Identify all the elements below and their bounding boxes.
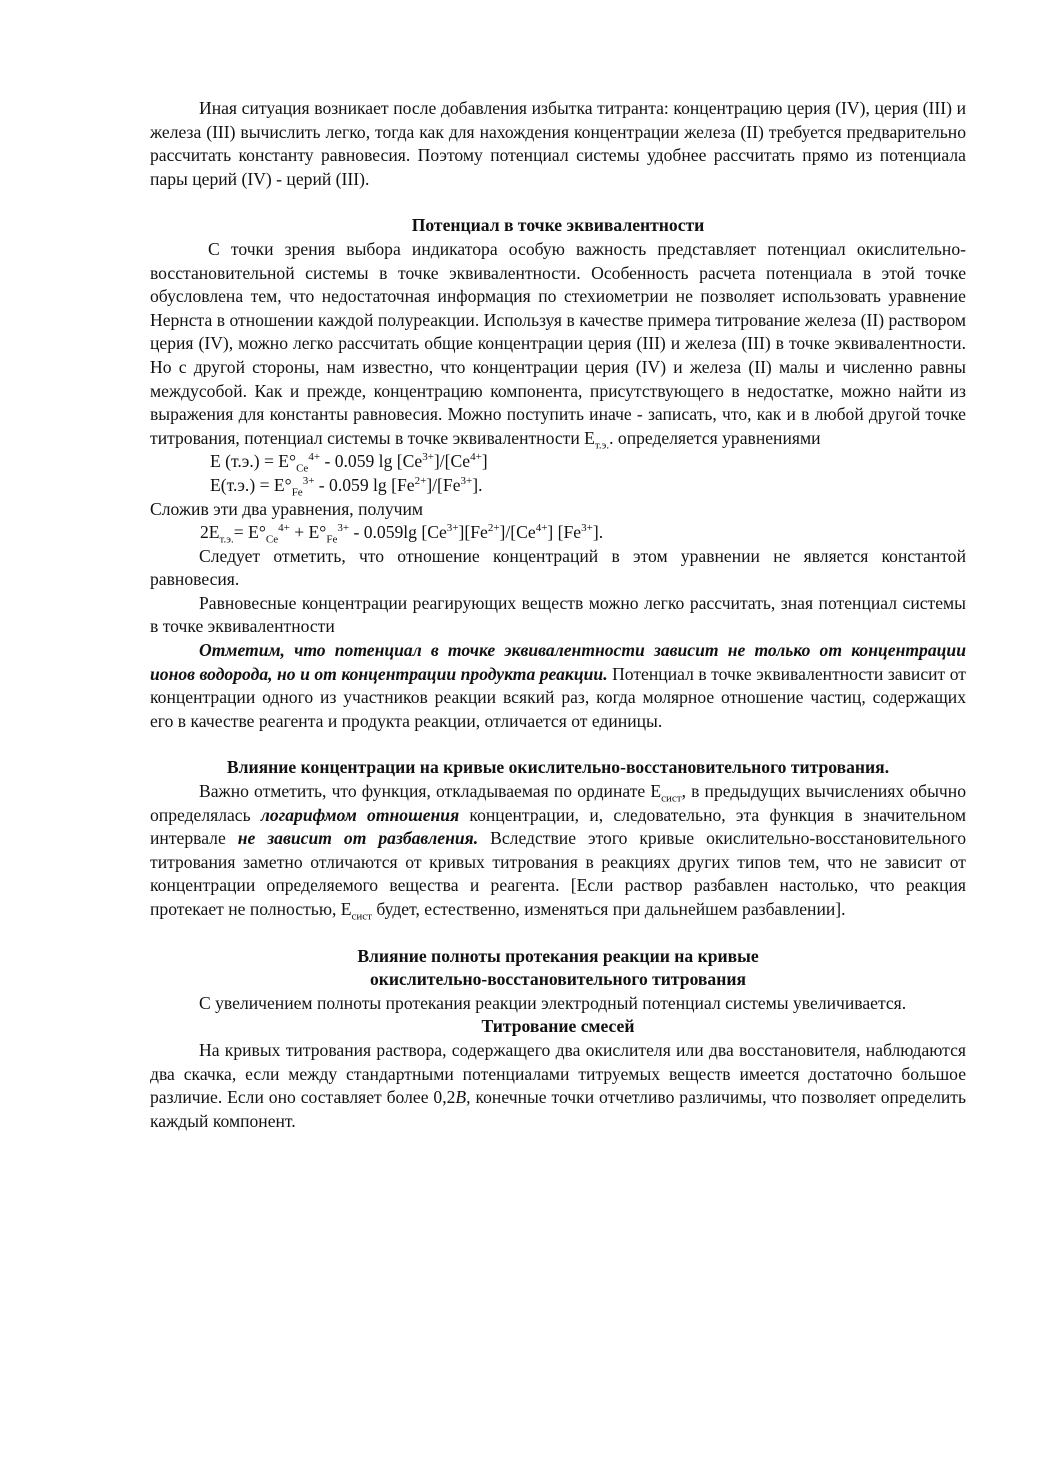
equation-text: ][Fe <box>458 522 488 543</box>
subscript: Ce <box>296 462 309 475</box>
equation-text: - 0.059 lg [Ce <box>320 451 423 472</box>
equation-cerium <box>150 450 966 474</box>
equation-sum <box>150 521 966 545</box>
paragraph-text: Потенциал в точке эквивалентности зависит от концентрации одного из участников реакции всякий раз, когда молярное отношение частиц, содержащих его в качестве реагента и продукта реакции, отличается от единицы. <box>150 663 966 731</box>
equation-text: ]/[Ce <box>499 522 536 543</box>
equation-iron <box>150 474 966 498</box>
subscript: Ce <box>265 533 279 546</box>
equation-text: ]/[Ce <box>433 451 471 472</box>
paragraph-mixtures <box>150 1039 966 1133</box>
superscript: 2+ <box>414 475 427 488</box>
equation-text: = E° <box>233 522 266 543</box>
heading-completeness-line1: Влияние полноты протекания реакции на кривые <box>357 945 759 966</box>
subscript: сист <box>351 910 372 923</box>
heading-completeness-line2: окислительно-восстановительного титрования <box>369 969 747 990</box>
paragraph-text: На кривых титрования раствора, содержащего два окислителя или два восстановителя, наблюдаются два скачка, если между стандартными потенциалами титруемых веществ имеется достаточно большое различие. Если оно составляет более 0,2 <box>150 1039 966 1108</box>
emphasis-text: логарифмом отношения <box>260 804 460 825</box>
equation-text: + E° <box>289 522 327 543</box>
paragraph-text: , в предыдущих вычислениях обычно определялась <box>150 781 966 825</box>
paragraph-text: С точки зрения выбора индикатора особую важность представляет потенциал окислительно-восстановительной системы в точке эквивалентности. Особенность расчета потенциала в этой точке обусловлена тем, что недостаточная информация по стехиометрии не позволяет использовать уравнение Нернста в отношении каждой полуреакции. Используя в качестве примера титрование железа (II) раствором церия (IV), можно легко рассчитать общие концентрации церия (III) и железа (III) в точке эквивалентности. Но с другой стороны, нам известно, что концентрации церия (IV) и железа (II) малы и численно равны междусобой. Как и прежде, концентрацию компонента, присутствующего в недостатке, можно найти из выражения для константы равновесия. Можно поступить иначе - записать, что, как и в любой другой точке титрования, потенциал системы в точке эквивалентности E <box>150 238 966 448</box>
equation-text: - 0.059lg [Ce <box>349 522 447 543</box>
equation-text: ]/[Fe <box>426 474 461 495</box>
emphasis-text: Отметим, что потенциал в точке эквивалентности зависит не только от концентрации ионов водорода, но и от концентрации продукта реакции. <box>150 640 966 684</box>
paragraph-equivalence-potential <box>150 238 966 450</box>
paragraph-text: Важно отметить, что функция, откладываемая по ординате E <box>199 781 662 802</box>
paragraph-concentration-effect <box>150 780 966 922</box>
subscript: Fe <box>291 486 303 499</box>
heading-concentration-effect: Влияние концентрации на кривые окислительно-восстановительного титрования. <box>226 757 890 778</box>
paragraph-equilibrium-concentrations: Равновесные концентрации реагирующих веществ можно легко рассчитать, зная потенциал системы в точке эквивалентности <box>150 592 966 637</box>
superscript: 3+ <box>422 451 434 464</box>
superscript: 3+ <box>337 522 350 535</box>
spacer <box>150 191 966 214</box>
superscript: 3+ <box>581 522 593 535</box>
heading-equivalence-potential: Потенциал в точке эквивалентности <box>411 215 705 236</box>
superscript: 3+ <box>446 522 459 535</box>
spacer <box>150 922 966 945</box>
document-page <box>150 97 966 1133</box>
spacer <box>150 733 966 756</box>
superscript: 4+ <box>470 451 482 464</box>
superscript: 4+ <box>535 522 548 535</box>
subscript: Fe <box>326 533 338 546</box>
paragraph-emphasis <box>150 639 966 733</box>
equation-text: ] <box>481 451 488 472</box>
paragraph-text: . определяется уравнениями <box>609 427 821 448</box>
paragraph-text: конечные точки отчетливо различимы, что позволяет определить каждый компонент. <box>150 1087 966 1131</box>
paragraph-sum-equations: Сложив эти два уравнения, получим <box>150 498 424 519</box>
equation-text: 2E <box>200 522 220 543</box>
equation-text: E (т.э.) = E° <box>210 451 297 472</box>
heading-mixtures: Титрование смесей <box>481 1016 635 1037</box>
equation-text: ] [Fe <box>547 522 582 543</box>
superscript: 4+ <box>308 451 321 464</box>
equation-text: E(т.э.) = E° <box>210 474 292 495</box>
equation-text: ]. <box>592 522 604 543</box>
subscript: т.э. <box>219 533 234 546</box>
equation-text: ]. <box>472 474 483 495</box>
subscript: сист <box>661 792 682 805</box>
paragraph-text: концентрации, и, следовательно, эта функция в значительном интервале <box>150 804 966 849</box>
superscript: 3+ <box>460 475 473 488</box>
italic-text: В, <box>455 1087 471 1108</box>
paragraph-completeness: С увеличением полноты протекания реакции электродный потенциал системы увеличивается. <box>199 992 907 1013</box>
equation-text: - 0.059 lg [Fe <box>314 474 415 495</box>
superscript: 3+ <box>302 475 315 488</box>
emphasis-text: не зависит от разбавления. <box>237 828 479 849</box>
subscript: т.э. <box>594 439 610 452</box>
paragraph-excess-titrant: Иная ситуация возникает после добавления избытка титранта: концентрацию церия (IV), церия (III) и железа (III) вычислить легко, тогда как для нахождения концентрации железа (II) требуется предварительно рассчитать константу равновесия. Поэтому потенциал системы удобнее рассчитать прямо из потенциала пары церий (IV) - церий (III). <box>150 98 966 189</box>
superscript: 4+ <box>278 522 290 535</box>
paragraph-text: Вследствие этого кривые окислительно-восстановительного титрования заметно отличаются от кривых титрования в реакциях других типов тем, что не зависит от концентрации определяемого вещества и реагента. [Если раствор разбавлен настолько, что реакция протекает не полностью, E <box>150 828 966 919</box>
paragraph-ratio-note: Следует отметить, что отношение концентраций в этом уравнении не является константой равновесия. <box>150 545 966 590</box>
paragraph-text: будет, естественно, изменяться при дальнейшем разбавлении]. <box>371 899 846 919</box>
superscript: 2+ <box>487 522 500 535</box>
